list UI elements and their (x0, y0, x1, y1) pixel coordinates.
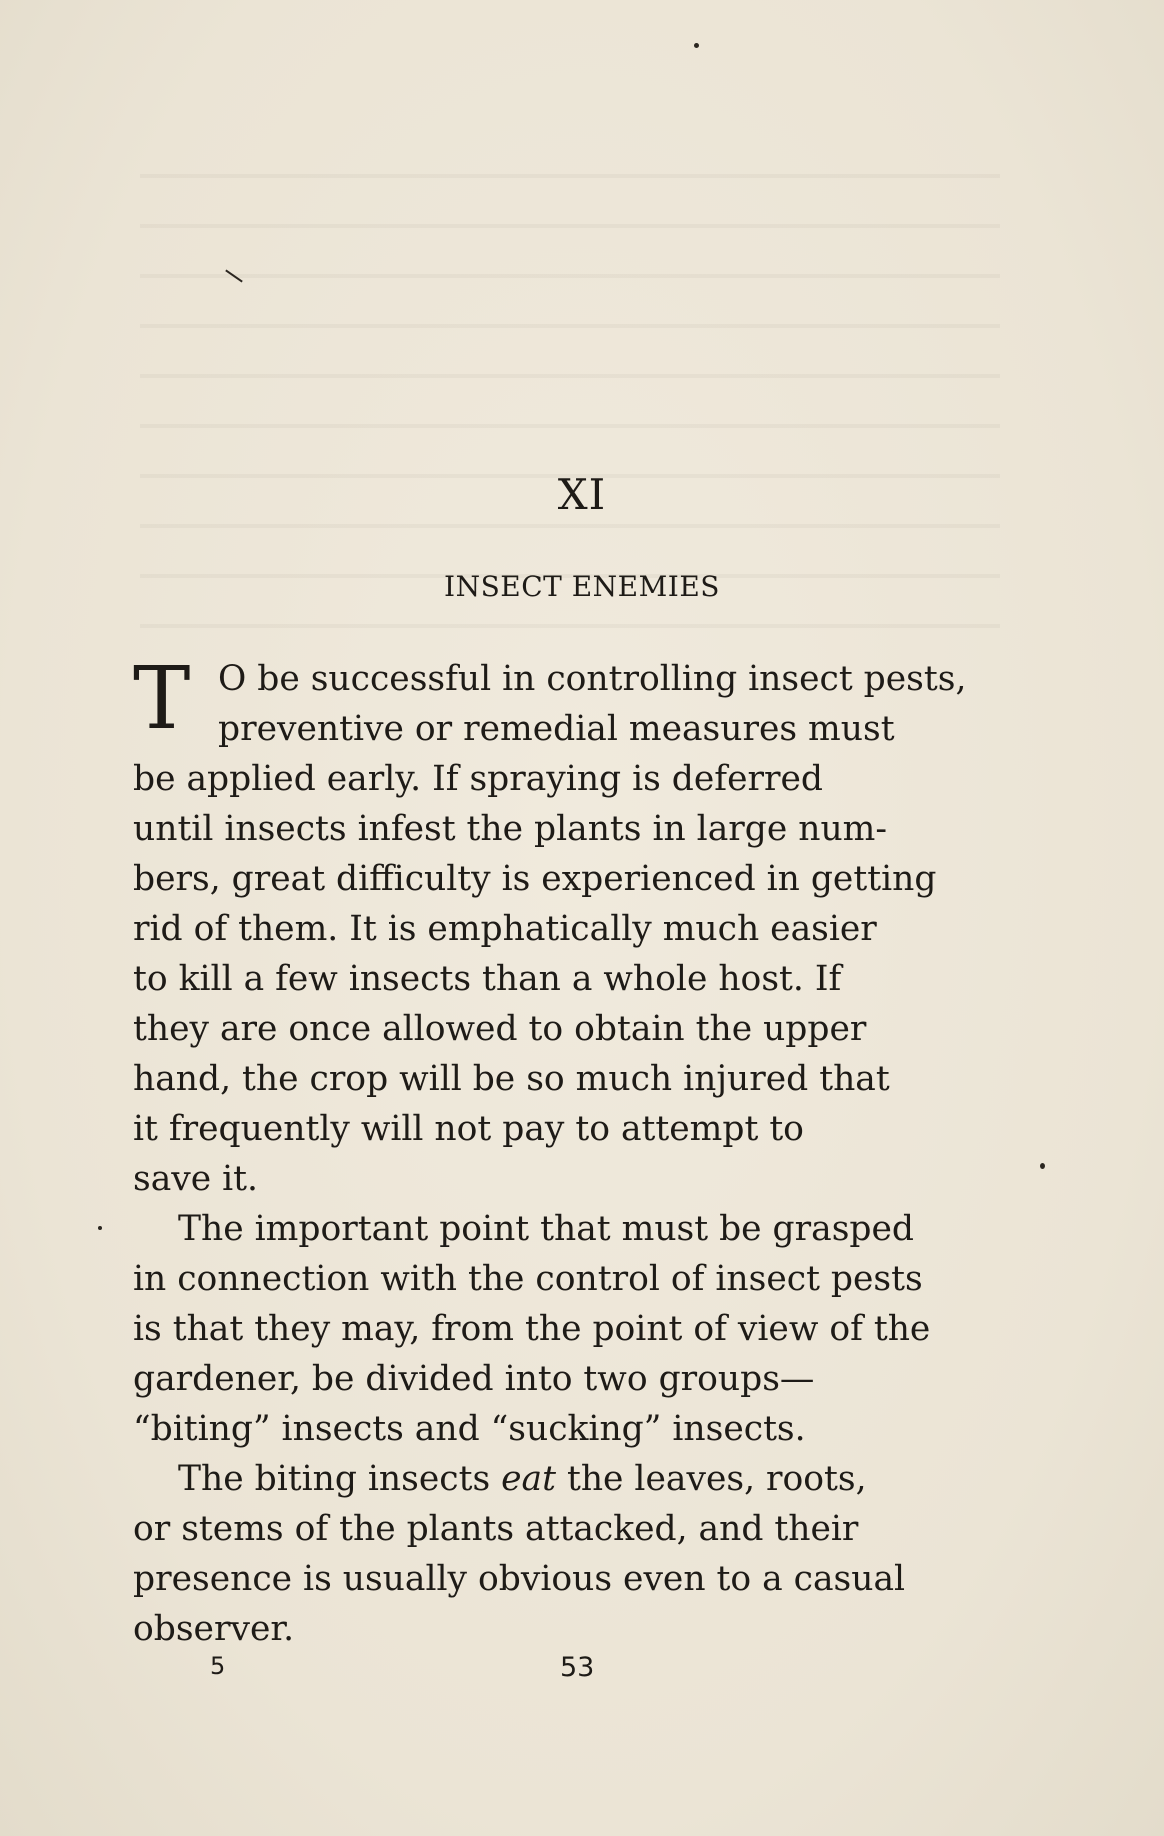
text-line: “biting” insects and “sucking” insects. (133, 1409, 806, 1449)
text-line: presence is usually obvious even to a casual (133, 1559, 906, 1599)
text-line: in connection with the control of insect pests (133, 1259, 923, 1299)
text-line: rid of them. It is emphatically much easier (133, 909, 877, 949)
ink-speck (694, 43, 699, 48)
drop-cap: T (133, 649, 191, 749)
text-line: O be successful in controlling insect pests, (218, 659, 967, 699)
paragraph-1 (133, 649, 1035, 1204)
text-line: bers, great difficulty is experienced in getting (133, 859, 937, 899)
text-line: The biting insects eat the leaves, roots, (178, 1459, 867, 1499)
text-line: The important point that must be grasped (178, 1209, 914, 1249)
signature-mark: 5 (210, 1652, 226, 1680)
ink-speck (98, 1226, 102, 1230)
paragraph-2 (133, 1204, 1035, 1454)
ink-speck (1040, 1163, 1045, 1169)
text-line: observer. (133, 1609, 295, 1649)
chapter-title: INSECT ENEMIES (444, 570, 720, 603)
text-line: it frequently will not pay to attempt to (133, 1109, 804, 1149)
text-line: preventive or remedial measures must (218, 709, 895, 749)
page-number: 53 (560, 1652, 595, 1683)
paragraph-3 (133, 1454, 1035, 1654)
body-text (133, 649, 1035, 1654)
text-line: is that they may, from the point of view of the (133, 1309, 931, 1349)
text-line: they are once allowed to obtain the upper (133, 1009, 867, 1049)
text-line: be applied early. If spraying is deferred (133, 759, 823, 799)
text-line: until insects infest the plants in large num- (133, 809, 888, 849)
text-line: gardener, be divided into two groups— (133, 1359, 815, 1399)
text-line: or stems of the plants attacked, and their (133, 1509, 859, 1549)
text-line: hand, the crop will be so much injured that (133, 1059, 890, 1099)
text-line: save it. (133, 1159, 259, 1199)
emphasis: eat (501, 1459, 556, 1499)
chapter-number: XI (557, 470, 607, 519)
text-line: to kill a few insects than a whole host. If (133, 959, 842, 999)
